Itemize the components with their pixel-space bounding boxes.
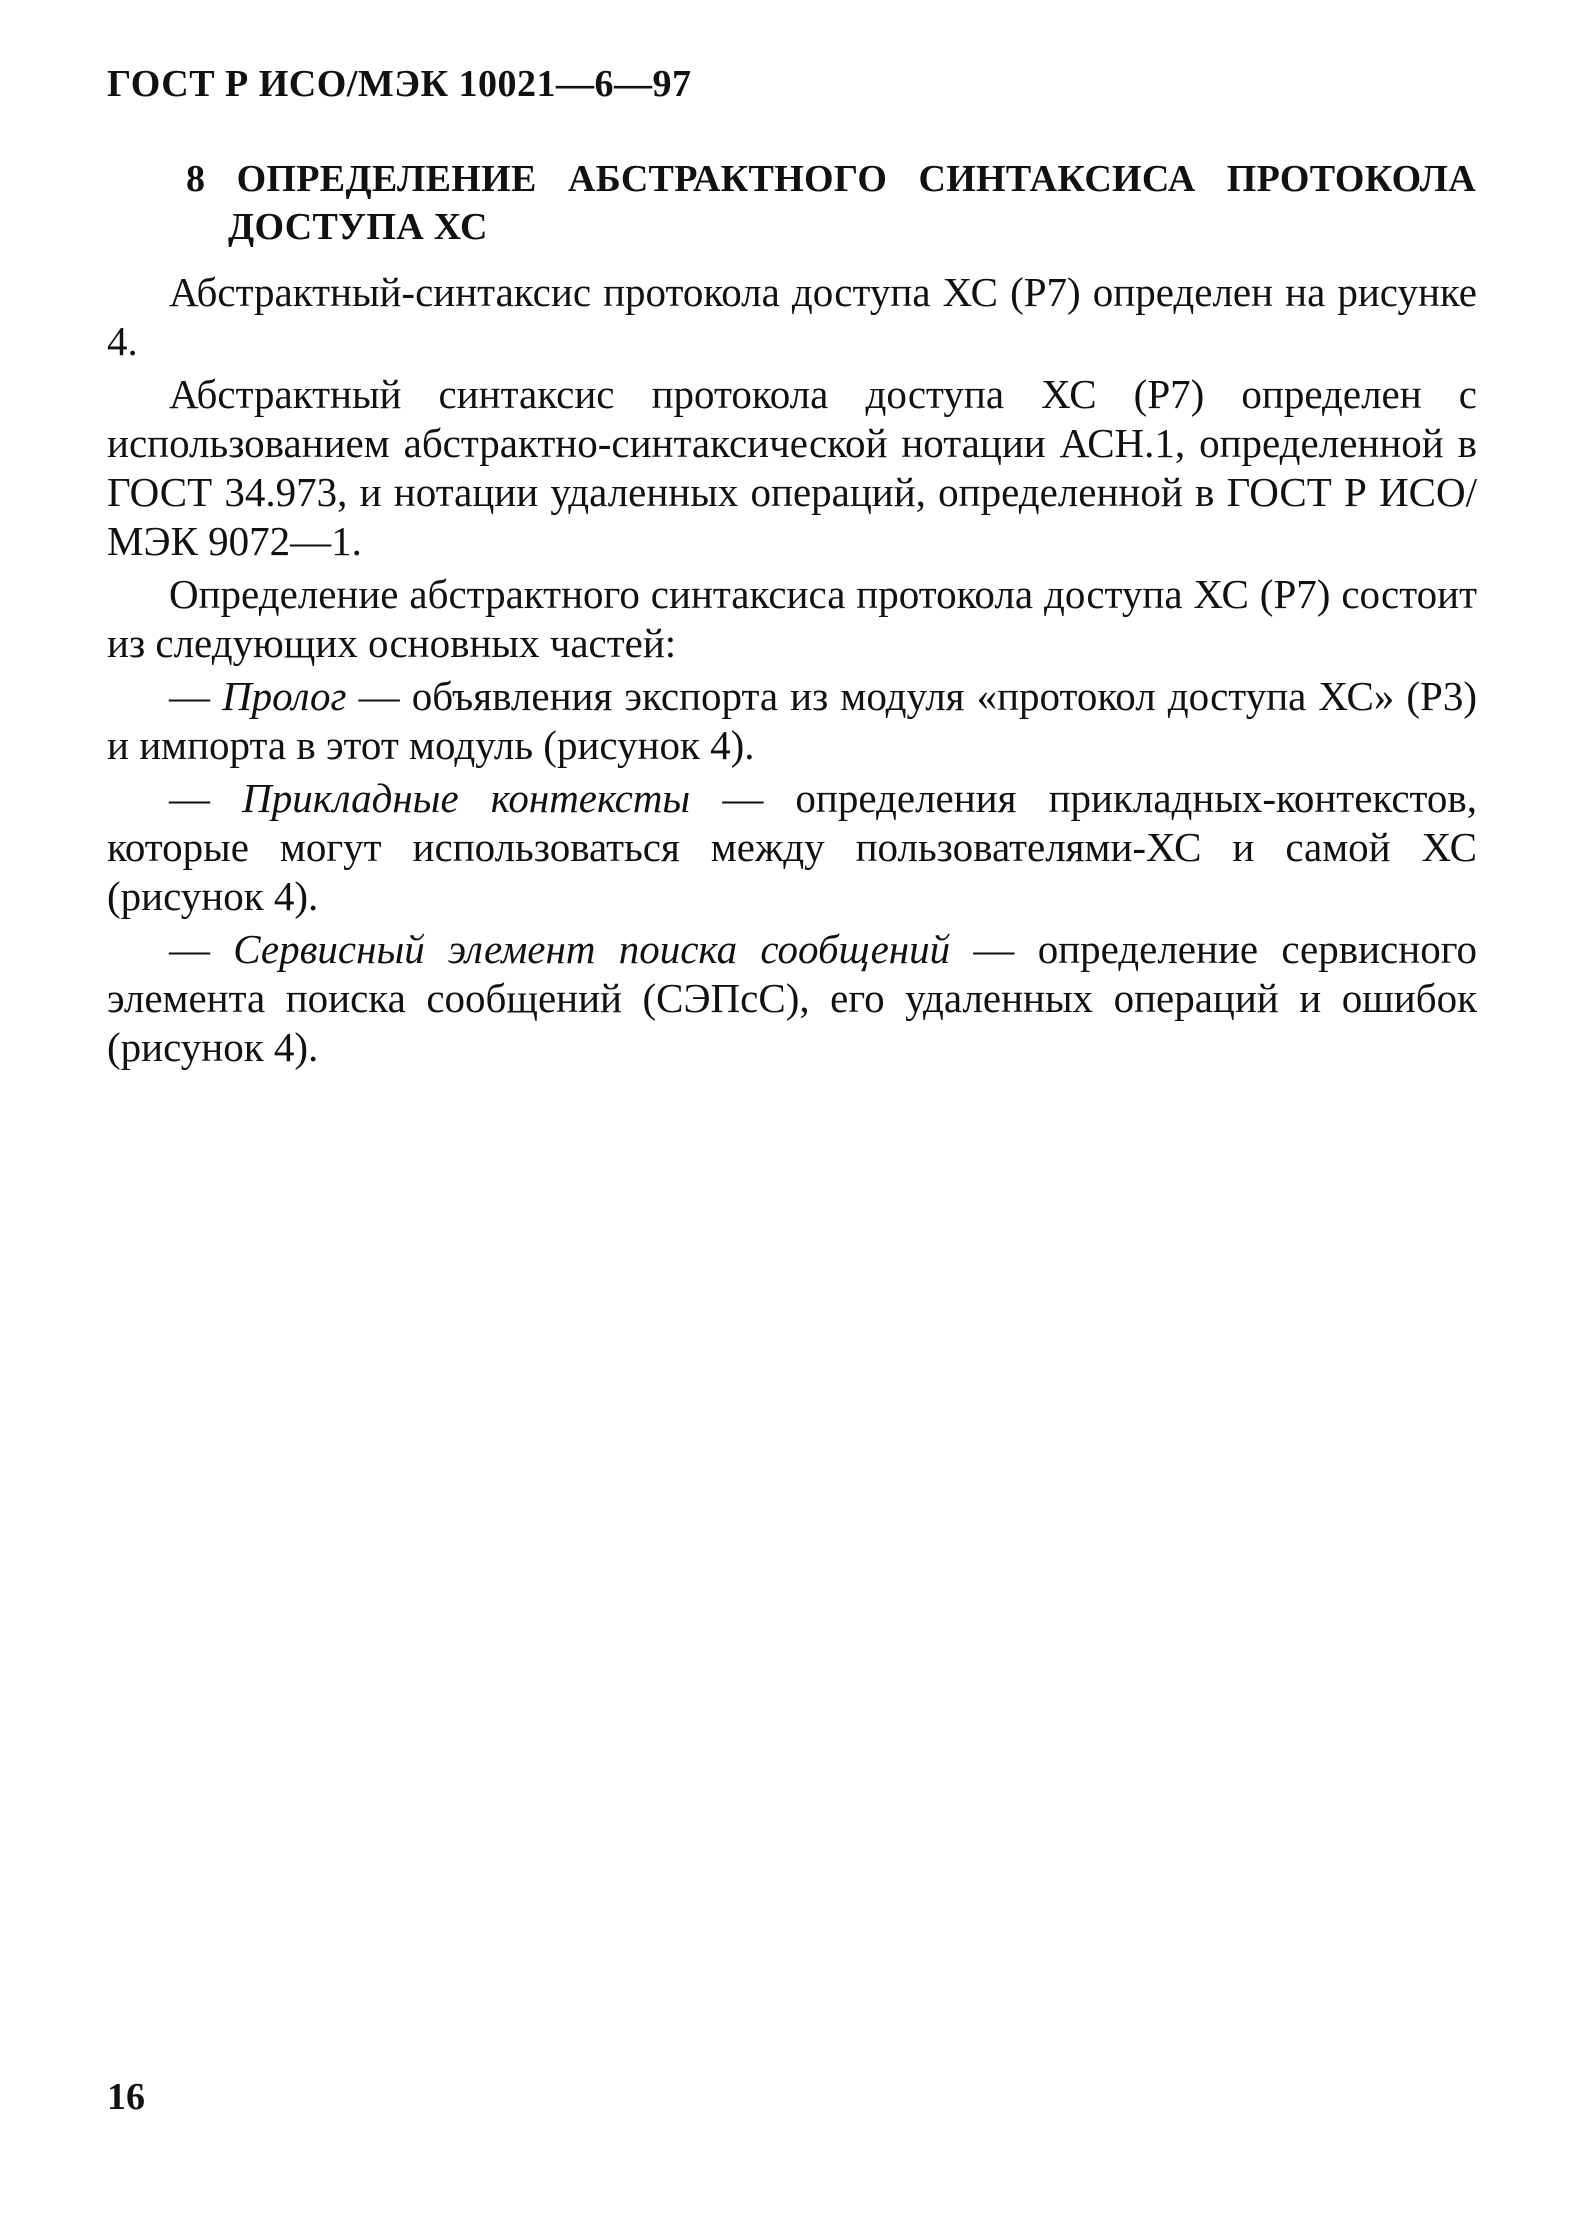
list-item-name: Сервисный элемент поиска сообщений [233, 926, 951, 972]
section-number: 8 [186, 158, 206, 200]
list-dash: — [169, 673, 210, 719]
paragraph: Определение абстрактного синтаксиса протокола доступа ХС (Р7) состоит из следующих основных частей: [107, 571, 1477, 666]
list-item-name: Пролог [222, 673, 347, 719]
list-item-name: Прикладные контексты [242, 775, 691, 821]
list-item-text: — определение сервисного элемента поиска сообщений (СЭПсС), его удаленных операций и ошибок (рисунок 4). [107, 926, 1477, 1070]
list-item-text: — определения прикладных-контекстов, которые могут использоваться между пользователями-ХС и самой ХС (рисунок 4). [107, 775, 1478, 919]
list-item [107, 925, 1477, 1072]
section-heading [186, 155, 1476, 251]
paragraph: Абстрактный синтаксис протокола доступа ХС (Р7) определен с использованием абстрактно-синтаксической нотации АСН.1, определенной в ГОСТ 34.973, и нотации удаленных операций, определенной в ГОСТ Р ИСО/МЭК 9072—1. [107, 371, 1477, 564]
list-dash: — [169, 926, 210, 972]
section-title-part-2: ДОСТУПА ХС [228, 206, 488, 248]
running-header: ГОСТ Р ИСО/МЭК 10021—6—97 [107, 63, 692, 105]
list-item [107, 774, 1477, 921]
list-item [107, 672, 1477, 770]
page-number: 16 [107, 2076, 145, 2118]
section-title-part-1: ОПРЕДЕЛЕНИЕ АБСТРАКТНОГО СИНТАКСИСА ПРОТОКОЛА [236, 158, 1476, 200]
list-dash: — [169, 775, 210, 821]
paragraph: Абстрактный-синтаксис протокола доступа ХС (Р7) определен на рисунке 4. [107, 269, 1477, 364]
section-heading-line-1 [186, 155, 1476, 203]
list-item-text: — объявления экспорта из модуля «протокол доступа ХС» (Р3) и импорта в этот модуль (рисунок 4). [107, 673, 1477, 768]
section-body [107, 268, 1477, 1076]
